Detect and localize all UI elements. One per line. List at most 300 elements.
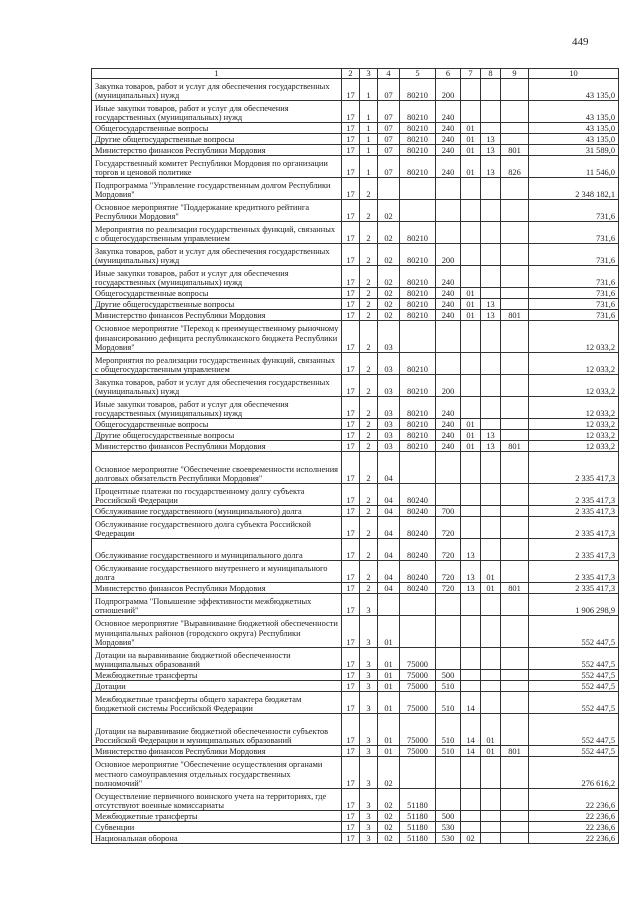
code-cell: 17 [342, 583, 360, 594]
row-name-cell: Закупка товаров, работ и услуг для обеспечения государственных (муниципальных) нужд [92, 79, 342, 101]
row-name-cell: Иные закупки товаров, работ и услуг для обеспечения государственных (муниципальных) нужд [92, 266, 342, 288]
code-cell: 240 [436, 156, 461, 178]
row-name-cell: Государственный комитет Республики Мордовия по организации торгов и ценовой политике [92, 156, 342, 178]
code-cell [436, 321, 461, 353]
code-cell: 51180 [400, 822, 436, 833]
code-cell: 80210 [400, 123, 436, 134]
table-row [92, 757, 619, 789]
code-cell: 80210 [400, 353, 436, 375]
code-cell [436, 757, 461, 789]
table-row [92, 517, 619, 539]
table-row [92, 123, 619, 134]
code-cell [481, 375, 501, 397]
code-cell [501, 288, 529, 299]
code-cell [461, 321, 481, 353]
table-row [92, 539, 619, 561]
table-row [92, 441, 619, 452]
amount-cell: 2 335 417,3 [529, 583, 619, 594]
amount-cell: 731,6 [529, 288, 619, 299]
code-cell [400, 321, 436, 353]
code-cell: 801 [501, 310, 529, 321]
row-name-cell: Субвенции [92, 822, 342, 833]
amount-cell: 731,6 [529, 222, 619, 244]
table-row [92, 681, 619, 692]
code-cell [436, 616, 461, 648]
code-cell [481, 200, 501, 222]
code-cell: 2 [360, 321, 378, 353]
table-row [92, 145, 619, 156]
code-cell: 04 [378, 583, 400, 594]
amount-cell: 552 447,5 [529, 746, 619, 757]
amount-cell: 552 447,5 [529, 616, 619, 648]
column-header: 2 [342, 69, 360, 79]
column-header: 7 [461, 69, 481, 79]
row-name-cell: Межбюджетные трансферты [92, 811, 342, 822]
amount-cell: 43 135,0 [529, 101, 619, 123]
code-cell: 02 [378, 833, 400, 844]
row-name-cell: Межбюджетные трансферты общего характера бюджетам бюджетной системы Российской Федерации [92, 692, 342, 714]
code-cell: 80210 [400, 441, 436, 452]
code-cell: 51180 [400, 789, 436, 811]
code-cell: 01 [378, 746, 400, 757]
row-name-cell: Министерство финансов Республики Мордовия [92, 746, 342, 757]
code-cell: 17 [342, 156, 360, 178]
code-cell [501, 616, 529, 648]
column-header: 9 [501, 69, 529, 79]
code-cell [461, 101, 481, 123]
code-cell: 80210 [400, 430, 436, 441]
code-cell: 17 [342, 789, 360, 811]
table-row [92, 692, 619, 714]
code-cell: 80240 [400, 506, 436, 517]
code-cell: 75000 [400, 714, 436, 746]
code-cell [481, 648, 501, 670]
code-cell: 17 [342, 681, 360, 692]
row-name-cell: Основное мероприятие "Обеспечение осуществления органами местного самоуправления отдельных государственных полномочий" [92, 757, 342, 789]
table-row [92, 616, 619, 648]
budget-table [91, 68, 619, 844]
row-name-cell: Обслуживание государственного долга субъекта Российской Федерации [92, 517, 342, 539]
code-cell: 80210 [400, 79, 436, 101]
code-cell: 51180 [400, 811, 436, 822]
code-cell: 80210 [400, 310, 436, 321]
column-header: 10 [529, 69, 619, 79]
code-cell [501, 714, 529, 746]
amount-cell: 731,6 [529, 266, 619, 288]
amount-cell: 2 335 417,3 [529, 452, 619, 484]
code-cell: 02 [461, 833, 481, 844]
code-cell: 2 [360, 441, 378, 452]
code-cell: 2 [360, 452, 378, 484]
table-header-row [92, 69, 619, 79]
code-cell: 04 [378, 506, 400, 517]
code-cell: 01 [461, 123, 481, 134]
amount-cell: 11 546,0 [529, 156, 619, 178]
code-cell: 80210 [400, 134, 436, 145]
table-row [92, 244, 619, 266]
table-row [92, 822, 619, 833]
code-cell: 17 [342, 561, 360, 583]
row-name-cell: Закупка товаров, работ и услуг для обеспечения государственных (муниципальных) нужд [92, 244, 342, 266]
code-cell: 17 [342, 506, 360, 517]
code-cell: 17 [342, 375, 360, 397]
amount-cell: 43 135,0 [529, 79, 619, 101]
code-cell: 02 [378, 789, 400, 811]
code-cell: 17 [342, 746, 360, 757]
code-cell: 240 [436, 134, 461, 145]
code-cell: 80210 [400, 156, 436, 178]
code-cell: 17 [342, 397, 360, 419]
code-cell [501, 134, 529, 145]
code-cell: 03 [378, 321, 400, 353]
amount-cell: 731,6 [529, 200, 619, 222]
code-cell: 17 [342, 441, 360, 452]
code-cell: 1 [360, 134, 378, 145]
code-cell: 01 [461, 145, 481, 156]
row-name-cell: Подпрограмма "Повышение эффективности межбюджетных отношений" [92, 594, 342, 616]
code-cell [501, 375, 529, 397]
code-cell [501, 757, 529, 789]
code-cell: 01 [378, 648, 400, 670]
row-name-cell: Другие общегосударственные вопросы [92, 299, 342, 310]
table-row [92, 288, 619, 299]
code-cell: 02 [378, 299, 400, 310]
code-cell [481, 692, 501, 714]
amount-cell: 552 447,5 [529, 714, 619, 746]
table-row [92, 397, 619, 419]
code-cell [481, 244, 501, 266]
code-cell: 2 [360, 539, 378, 561]
code-cell: 17 [342, 714, 360, 746]
code-cell: 200 [436, 79, 461, 101]
code-cell: 240 [436, 145, 461, 156]
code-cell: 75000 [400, 692, 436, 714]
code-cell [461, 670, 481, 681]
code-cell: 17 [342, 266, 360, 288]
code-cell: 500 [436, 670, 461, 681]
code-cell: 3 [360, 670, 378, 681]
code-cell [501, 430, 529, 441]
code-cell: 01 [461, 430, 481, 441]
row-name-cell: Обслуживание государственного (муниципального) долга [92, 506, 342, 517]
code-cell [400, 178, 436, 200]
code-cell: 80210 [400, 288, 436, 299]
code-cell: 07 [378, 145, 400, 156]
code-cell: 75000 [400, 746, 436, 757]
code-cell [481, 822, 501, 833]
amount-cell: 22 236,6 [529, 833, 619, 844]
code-cell: 17 [342, 539, 360, 561]
code-cell [436, 353, 461, 375]
column-header: 3 [360, 69, 378, 79]
code-cell [461, 822, 481, 833]
code-cell: 2 [360, 353, 378, 375]
code-cell: 80210 [400, 419, 436, 430]
code-cell: 03 [378, 419, 400, 430]
code-cell: 3 [360, 789, 378, 811]
code-cell [501, 833, 529, 844]
amount-cell: 552 447,5 [529, 692, 619, 714]
code-cell [501, 539, 529, 561]
amount-cell: 2 335 417,3 [529, 539, 619, 561]
amount-cell: 2 335 417,3 [529, 561, 619, 583]
amount-cell: 12 033,2 [529, 419, 619, 430]
amount-cell: 276 616,2 [529, 757, 619, 789]
code-cell: 510 [436, 681, 461, 692]
code-cell [481, 616, 501, 648]
code-cell: 720 [436, 561, 461, 583]
code-cell: 240 [436, 288, 461, 299]
code-cell: 01 [461, 288, 481, 299]
code-cell: 3 [360, 746, 378, 757]
code-cell: 02 [378, 222, 400, 244]
code-cell [378, 594, 400, 616]
code-cell [481, 178, 501, 200]
code-cell: 240 [436, 397, 461, 419]
code-cell [501, 266, 529, 288]
row-name-cell: Иные закупки товаров, работ и услуг для обеспечения государственных (муниципальных) нужд [92, 397, 342, 419]
code-cell: 01 [461, 310, 481, 321]
code-cell: 17 [342, 594, 360, 616]
code-cell [501, 692, 529, 714]
table-row [92, 714, 619, 746]
code-cell: 17 [342, 299, 360, 310]
code-cell [461, 200, 481, 222]
amount-cell: 2 335 417,3 [529, 506, 619, 517]
code-cell [481, 594, 501, 616]
code-cell [400, 616, 436, 648]
amount-cell: 43 135,0 [529, 134, 619, 145]
table-row [92, 789, 619, 811]
code-cell [400, 200, 436, 222]
code-cell [461, 178, 481, 200]
code-cell [501, 299, 529, 310]
amount-cell: 731,6 [529, 310, 619, 321]
code-cell [501, 506, 529, 517]
code-cell [461, 222, 481, 244]
table-row [92, 648, 619, 670]
amount-cell: 43 135,0 [529, 123, 619, 134]
code-cell: 02 [378, 757, 400, 789]
code-cell: 17 [342, 222, 360, 244]
table-row [92, 134, 619, 145]
code-cell: 720 [436, 517, 461, 539]
code-cell: 530 [436, 833, 461, 844]
code-cell: 01 [481, 561, 501, 583]
code-cell [501, 244, 529, 266]
code-cell: 80240 [400, 517, 436, 539]
code-cell: 2 [360, 244, 378, 266]
code-cell: 04 [378, 452, 400, 484]
code-cell: 51180 [400, 833, 436, 844]
table-row [92, 353, 619, 375]
code-cell: 01 [378, 692, 400, 714]
code-cell: 01 [481, 746, 501, 757]
code-cell: 240 [436, 310, 461, 321]
code-cell: 01 [378, 616, 400, 648]
code-cell: 80210 [400, 397, 436, 419]
row-name-cell: Мероприятия по реализации государственных функций, связанных с общегосударственным управлением [92, 353, 342, 375]
code-cell: 17 [342, 484, 360, 506]
code-cell: 2 [360, 310, 378, 321]
code-cell: 80210 [400, 266, 436, 288]
code-cell: 3 [360, 681, 378, 692]
code-cell [461, 506, 481, 517]
code-cell: 2 [360, 178, 378, 200]
row-name-cell: Основное мероприятие "Переход к преимущественному рыночному финансированию дефицита республиканского бюджета Республики Мордовия" [92, 321, 342, 353]
code-cell: 3 [360, 714, 378, 746]
code-cell: 04 [378, 561, 400, 583]
row-name-cell: Межбюджетные трансферты [92, 670, 342, 681]
code-cell: 510 [436, 746, 461, 757]
amount-cell: 12 033,2 [529, 353, 619, 375]
code-cell: 13 [481, 310, 501, 321]
code-cell [501, 222, 529, 244]
code-cell: 17 [342, 244, 360, 266]
code-cell [481, 484, 501, 506]
code-cell [481, 222, 501, 244]
code-cell: 75000 [400, 648, 436, 670]
code-cell [436, 452, 461, 484]
amount-cell: 12 033,2 [529, 397, 619, 419]
row-name-cell: Обслуживание государственного внутреннего и муниципального долга [92, 561, 342, 583]
code-cell: 720 [436, 583, 461, 594]
code-cell: 826 [501, 156, 529, 178]
code-cell [501, 79, 529, 101]
code-cell: 17 [342, 200, 360, 222]
table-row [92, 178, 619, 200]
code-cell [400, 452, 436, 484]
code-cell: 2 [360, 430, 378, 441]
code-cell: 240 [436, 266, 461, 288]
code-cell: 17 [342, 430, 360, 441]
code-cell [501, 648, 529, 670]
code-cell: 80210 [400, 375, 436, 397]
code-cell: 01 [461, 441, 481, 452]
code-cell: 03 [378, 353, 400, 375]
table-row [92, 321, 619, 353]
code-cell: 17 [342, 178, 360, 200]
row-name-cell: Другие общегосударственные вопросы [92, 430, 342, 441]
code-cell: 240 [436, 101, 461, 123]
code-cell [400, 594, 436, 616]
code-cell [501, 681, 529, 692]
code-cell [481, 539, 501, 561]
column-header: 4 [378, 69, 400, 79]
row-name-cell: Иные закупки товаров, работ и услуг для обеспечения государственных (муниципальных) нужд [92, 101, 342, 123]
amount-cell: 731,6 [529, 299, 619, 310]
table-row [92, 484, 619, 506]
amount-cell: 1 906 298,9 [529, 594, 619, 616]
amount-cell: 2 348 182,1 [529, 178, 619, 200]
table-row [92, 266, 619, 288]
code-cell [436, 789, 461, 811]
code-cell: 03 [378, 375, 400, 397]
code-cell: 04 [378, 517, 400, 539]
code-cell: 2 [360, 517, 378, 539]
code-cell: 02 [378, 288, 400, 299]
code-cell: 03 [378, 441, 400, 452]
code-cell [481, 517, 501, 539]
code-cell: 14 [461, 692, 481, 714]
code-cell [481, 670, 501, 681]
code-cell [461, 789, 481, 811]
code-cell: 200 [436, 375, 461, 397]
table-row [92, 310, 619, 321]
code-cell: 01 [461, 134, 481, 145]
code-cell [461, 244, 481, 266]
code-cell [481, 757, 501, 789]
row-name-cell: Национальная оборона [92, 833, 342, 844]
table-row [92, 670, 619, 681]
code-cell: 03 [378, 397, 400, 419]
table-row [92, 156, 619, 178]
row-name-cell: Подпрограмма "Управление государственным долгом Республики Мордовия" [92, 178, 342, 200]
row-name-cell: Общегосударственные вопросы [92, 288, 342, 299]
amount-cell: 731,6 [529, 244, 619, 266]
code-cell: 17 [342, 648, 360, 670]
code-cell: 13 [481, 430, 501, 441]
code-cell: 14 [461, 714, 481, 746]
code-cell: 530 [436, 822, 461, 833]
code-cell [501, 594, 529, 616]
code-cell [501, 321, 529, 353]
code-cell: 2 [360, 506, 378, 517]
code-cell: 07 [378, 156, 400, 178]
code-cell: 13 [461, 561, 481, 583]
code-cell [481, 681, 501, 692]
code-cell [436, 484, 461, 506]
code-cell: 17 [342, 692, 360, 714]
code-cell [501, 822, 529, 833]
code-cell: 02 [378, 266, 400, 288]
code-cell: 2 [360, 484, 378, 506]
code-cell [501, 517, 529, 539]
code-cell: 240 [436, 430, 461, 441]
code-cell [501, 353, 529, 375]
code-cell: 510 [436, 692, 461, 714]
code-cell: 3 [360, 648, 378, 670]
table-row [92, 222, 619, 244]
code-cell [461, 594, 481, 616]
code-cell [461, 757, 481, 789]
code-cell [378, 178, 400, 200]
row-name-cell: Дотации на выравнивание бюджетной обеспеченности муниципальных образований [92, 648, 342, 670]
code-cell [436, 178, 461, 200]
row-name-cell: Министерство финансов Республики Мордовия [92, 441, 342, 452]
code-cell: 07 [378, 79, 400, 101]
table-row [92, 594, 619, 616]
code-cell: 13 [481, 441, 501, 452]
code-cell [461, 484, 481, 506]
code-cell: 2 [360, 222, 378, 244]
amount-cell: 552 447,5 [529, 670, 619, 681]
code-cell [501, 561, 529, 583]
row-name-cell: Основное мероприятие "Выравнивание бюджетной обеспеченности муниципальных районов (городского округа) Республики Мордовия" [92, 616, 342, 648]
code-cell [501, 178, 529, 200]
code-cell [481, 353, 501, 375]
code-cell [481, 321, 501, 353]
row-name-cell: Дотации на выравнивание бюджетной обеспеченности субъектов Российской Федерации и муниципальных образований [92, 714, 342, 746]
code-cell: 01 [461, 156, 481, 178]
code-cell: 02 [378, 244, 400, 266]
row-name-cell: Другие общегосударственные вопросы [92, 134, 342, 145]
column-header: 5 [400, 69, 436, 79]
row-name-cell: Министерство финансов Республики Мордовия [92, 145, 342, 156]
table-row [92, 101, 619, 123]
column-header: 8 [481, 69, 501, 79]
code-cell [461, 375, 481, 397]
